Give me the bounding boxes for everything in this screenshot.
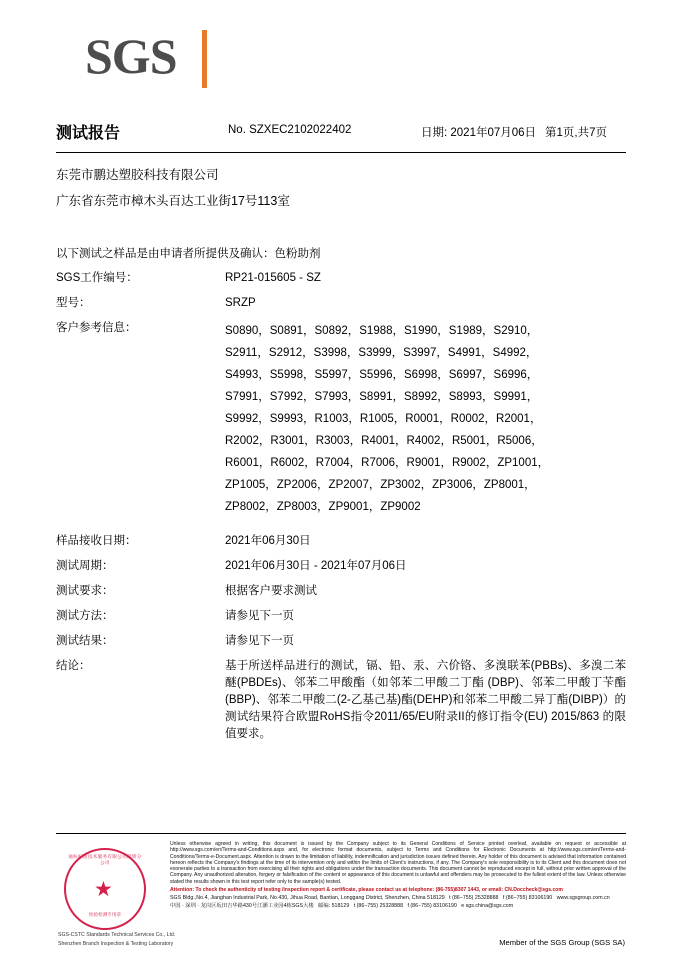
sgs-logo-text: SGS (85, 28, 177, 84)
customer-reference-row (56, 320, 626, 518)
address-tel2: t (86−755) 25328888 (353, 903, 404, 910)
field-value: 请参见下一页 (225, 635, 294, 647)
legal-body: Unless otherwise agreed in writing, this document is issued by the Company subject to its General Conditions of Service printed overleaf, available on request or accessible at http://www.sgs.com/en/Terms-and-Conditions.aspx and, for electronic format documents, subject to Terms and Conditions for Electronic Documents at http://www.sgs.com/en/Terms-and-Conditions/Terms-e-Document.aspx. Attention is drawn to the limitation of liability, indemnification and jurisdiction issues defined therein. Any holder of this document is advised that information contained hereon reflects the Company's findings at the time of its intervention only and within the limits of Client's instructions, if any. The Company's sole responsibility is to its Client and this document does not exonerate parties to a transaction from exercising all their rights and obligations under the transaction documents. This document cannot be reproduced except in full, without prior written approval of the Company. Any unauthorized alteration, forgery or falsification of the content or appearance of this document is unlawful and offenders may be prosecuted to the fullest extent of the law. Unless otherwise stated the results shown in this test report refer only to the sample(s) tested. (170, 841, 626, 885)
address-fax: f (86−755) 83106190 (502, 895, 553, 901)
footer-divider (56, 833, 626, 834)
list-item: ZP1005，ZP2006，ZP2007，ZP3002，ZP3006，ZP8001， (225, 479, 536, 491)
list-item: S4993，S5998，S5997，S5996，S6998，S6997，S6996， (225, 369, 539, 381)
field-label: 测试结果： (56, 635, 114, 647)
field-value: 2021年06月30日 (225, 535, 311, 547)
address-postcode: 邮编: 518129 (318, 903, 350, 910)
address-en: SGS Bldg.,No.4, Jianghan Industrial Park, No.430, Jihua Road, Bantian, Longgang District, Shenzhen, China 518129 (170, 895, 445, 901)
field-label: 样品接收日期： (56, 535, 137, 547)
footer-address (170, 894, 626, 910)
sample-intro: 以下测试之样品是由申请者所提供及确认：色粉助剂 (56, 248, 321, 260)
field-label: 测试周期： (56, 560, 114, 572)
conclusion-row (56, 658, 626, 743)
field-value: 2021年06月30日 - 2021年07月06日 (225, 560, 407, 572)
address-cn: 中国 · 深圳 · 龙岗区坂田吉华路430号江灏工业园4栋SGS大楼 (170, 903, 314, 910)
address-email[interactable]: e sgs.china@sgs.com (461, 903, 514, 910)
stamp-top-text: 通标标准技术服务有限公司深圳分公司 (68, 854, 142, 865)
field-label: 测试方法： (56, 610, 114, 622)
field-value: SRZP (225, 297, 256, 309)
company-block (56, 162, 290, 214)
list-item: S7991，S7992，S7993，S8991，S8992，S8993，S9991， (225, 391, 539, 403)
list-item: ZP8002，ZP8003，ZP9001，ZP9002 (225, 501, 421, 513)
field-label: 结论： (56, 660, 91, 672)
field-row (56, 633, 626, 649)
company-stamp (58, 846, 176, 947)
field-row (56, 583, 626, 599)
field-value: 请参见下一页 (225, 610, 294, 622)
legal-attention: Attention: To check the authenticity of testing /inspection report & certificate, please contact us at telephone: (86-755)8307 1443, or email: CN.Doccheck@sgs.com (170, 887, 563, 894)
field-row (56, 270, 626, 286)
field-label: SGS工作编号： (56, 272, 138, 284)
address-row-en (170, 894, 626, 902)
address-website[interactable]: www.sgsgroup.com.cn (556, 895, 610, 901)
company-name: 东莞市鹏达塑胶科技有限公司 (56, 168, 219, 182)
company-address: 广东省东莞市樟木头百达工业街17号113室 (56, 194, 290, 208)
lab-name-en: SGS-CSTC Standards Technical Services Co., Ltd. (58, 932, 176, 938)
conclusion-text: 基于所送样品进行的测试，镉、铅、汞、六价铬、多溴联苯(PBBs)、多溴二苯醚(PBDEs)、邻苯二甲酸酯（如邻苯二甲酸二丁酯 (DBP)、邻苯二甲酸丁苄酯(BBP)、邻苯二甲酸二(2-乙基己基)酯(DEHP)和邻苯二甲酸二异丁酯(DIBP)）的测试结果符合欧盟RoHS指令2011/65/EU附录II的修订指令(EU) 2015/863 的限值要求。 (225, 660, 626, 740)
header-divider (56, 152, 626, 153)
field-table (56, 270, 626, 752)
report-date: 日期: 2021年07月06日 (421, 127, 537, 139)
field-row (56, 608, 626, 624)
list-item: R2002，R3001，R3003，R4001，R4002，R5001，R5006， (225, 435, 543, 447)
report-header-row (56, 122, 626, 144)
field-label: 型号： (56, 297, 91, 309)
field-row (56, 558, 626, 574)
member-note: Member of the SGS Group (SGS SA) (499, 938, 625, 947)
customer-reference-values (225, 320, 626, 518)
field-label: 测试要求： (56, 585, 114, 597)
list-item: S9992，S9993，R1003，R1005，R0001，R0002，R2001， (225, 413, 542, 425)
field-label: 客户参考信息： (56, 322, 137, 334)
address-fax2: f (86−755) 83106190 (407, 903, 457, 910)
list-item: R6001，R6002，R7004，R7006，R9001，R9002，ZP1001， (225, 457, 550, 469)
address-row-cn (170, 902, 626, 910)
sgs-logo-bar (202, 30, 207, 88)
report-number: No. SZXEC2102022402 (228, 124, 352, 136)
star-icon: ★ (94, 878, 113, 901)
list-item: S2911，S2912，S3998，S3999，S3997，S4991，S4992， (225, 347, 538, 359)
field-value: 根据客户要求测试 (225, 585, 317, 597)
field-row (56, 533, 626, 549)
legal-disclaimer (170, 841, 626, 894)
sgs-logo (85, 28, 205, 90)
page-indicator: 第1页,共7页 (545, 127, 607, 139)
lab-branch-en: Shenzhen Branch Inspection & Testing Laboratory (58, 941, 174, 947)
list-item: S0890，S0891，S0892，S1988，S1990，S1989，S2910， (225, 325, 539, 337)
stamp-bottom-text: 检验检测专用章 (88, 912, 122, 917)
field-row (56, 295, 626, 311)
field-value: RP21-015605 - SZ (225, 272, 321, 284)
address-tel: t (86−755) 25328888 (449, 895, 499, 901)
page-title: 测试报告 (56, 125, 121, 142)
